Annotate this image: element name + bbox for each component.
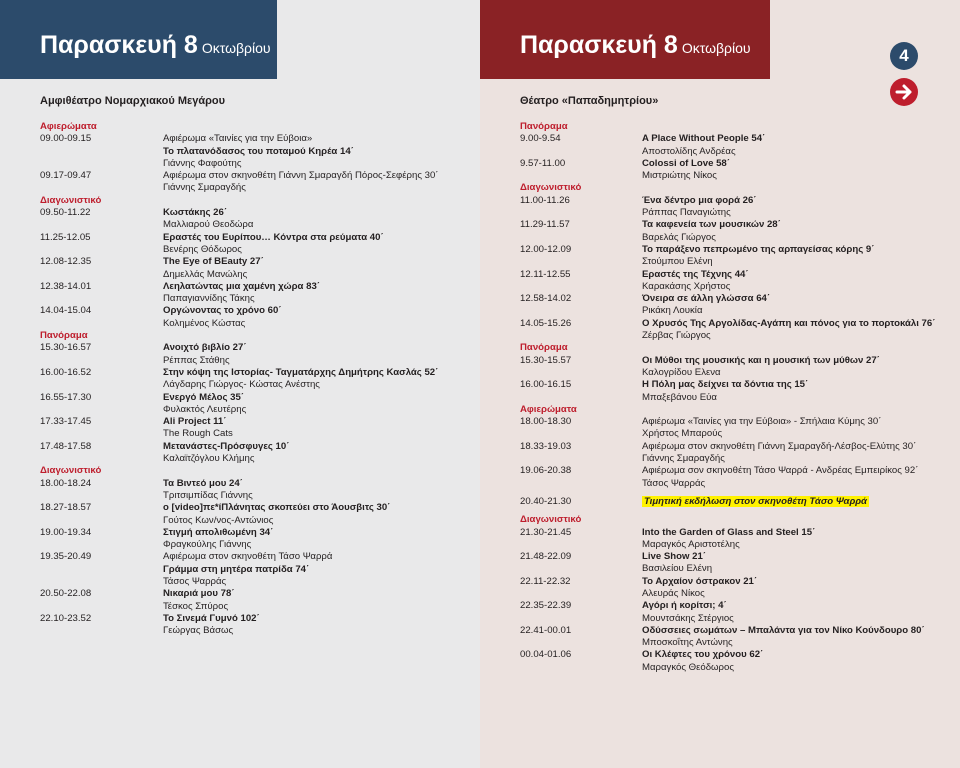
credit-text: Τριτσιμπίδας Γιάννης [163,489,253,501]
schedule-row [520,637,950,649]
screening-time [40,625,163,637]
film-title: Μετανάστες-Πρόσφυγες 10΄ [163,440,290,452]
schedule-row [520,367,950,379]
film-title: Η Πόλη μας δείχνει τα δόντια της 15΄ [642,379,809,391]
screening-time: 17.33-17.45 [40,416,92,428]
next-page-button[interactable] [890,78,918,106]
section-heading: Διαγωνιστικό [40,465,102,477]
schedule-row [520,269,950,281]
credit-text: Καλαϊτζόγλου Κλήμης [163,453,255,465]
schedule-row [520,428,950,440]
screening-time: 16.00-16.15 [520,379,572,391]
schedule-row [520,158,950,170]
screening-time: 19.00-19.34 [40,526,92,538]
right-page [480,0,960,768]
schedule-row [520,576,950,588]
screening-time [40,404,163,416]
credit-text: Τάσος Ψαρράς [642,477,706,489]
schedule-row [40,305,460,317]
screening-time: 09.00-09.15 [40,133,92,145]
credit-text: Λάγδαρης Γιώργος- Κώστας Ανέστης [163,379,320,391]
credit-text: Ρέππας Στάθης [163,354,230,366]
film-title: Ένα δέντρο μια φορά 26΄ [642,194,757,206]
schedule-row [40,588,460,600]
schedule-row [520,232,950,244]
film-title: Ανοιχτό βιβλίο 27΄ [163,342,247,354]
screening-time: 19.06-20.38 [520,465,572,477]
screening-time: 19.35-20.49 [40,551,92,563]
screening-time: 12.08-12.35 [40,256,92,268]
schedule-row [40,170,460,182]
credit-text: Ράππας Παναγιώτης [642,207,731,219]
screening-time [520,367,642,379]
film-title: Ali Project 11΄ [163,416,227,428]
left-schedule-list [40,121,460,637]
screening-time [520,428,642,440]
right-venue-heading: Θέατρο «Παπαδημητρίου» [520,95,659,107]
film-title: Αγόρι ή κορίτσι; 4΄ [642,600,727,612]
schedule-row [520,662,950,674]
schedule-row [40,551,460,563]
film-title: Νικαριά μου 78΄ [163,588,235,600]
schedule-row [40,502,460,514]
credit-text: Μαραγκός Αριστοτέλης [642,538,740,550]
credit-text: Φραγκούλης Γιάννης [163,539,252,551]
right-month-title: Οκτωβρίου [681,40,751,56]
schedule-row [40,416,460,428]
credit-text: Τάσος Ψαρράς [163,575,227,587]
credit-text: Στούμπου Ελένη [642,256,713,268]
screening-time [40,293,163,305]
screening-time: 20.50-22.08 [40,588,92,600]
credit-text: Γιάννης Σμαραγδής [642,453,725,465]
schedule-row [520,146,950,158]
screening-time: 09.50-11.22 [40,207,91,219]
schedule-row [520,563,950,575]
screening-time [520,392,642,404]
screening-time [520,662,642,674]
schedule-row [520,441,950,453]
screening-time: 16.00-16.52 [40,366,92,378]
schedule-row [40,564,460,576]
film-title: Ο Χρυσός Της Αργολίδας-Αγάπη και πόνος για το πορτοκάλι 76΄ [642,317,936,329]
film-title [642,496,950,508]
arrow-right-icon [895,83,913,101]
section-heading: Διαγωνιστικό [520,514,582,526]
schedule-row [40,404,460,416]
screening-time [520,305,642,317]
credit-text: Μουντσάκης Στέργιος [642,612,734,624]
schedule-row [520,465,950,477]
screening-time: 00.04-01.06 [520,649,572,661]
right-day-title: Παρασκευή 8 [520,31,678,59]
schedule-row [520,416,950,428]
screening-time [520,170,642,182]
screening-time: 9.57-11.00 [520,157,566,169]
screening-time: 20.40-21.30 [520,495,572,507]
screening-time: 15.30-15.57 [520,354,572,366]
credit-text: Ρικάκη Λουκία [642,305,703,317]
credit-text: Αφιέρωμα στον σκηνοθέτη Γιάννη Σμαραγδή-Λέσβος-Ελύτης 30΄ [642,440,917,452]
schedule-row [40,355,460,367]
schedule-row [40,379,460,391]
credit-text: Γούτος Κων/νος-Αντώνιος [163,514,274,526]
credit-text: Γεώργας Βάσως [163,625,234,637]
screening-time: 14.05-15.26 [520,317,572,329]
credit-text: Μιστριώτης Νίκος [642,170,717,182]
screening-time: 22.41-00.01 [520,624,572,636]
schedule-row [40,625,460,637]
schedule-row [520,293,950,305]
film-title: Εραστές της Τέχνης 44΄ [642,268,749,280]
schedule-row [40,342,460,354]
screening-time [520,207,642,219]
screening-time [40,515,163,527]
screening-time [520,330,642,342]
screening-time: 22.11-22.32 [520,575,571,587]
credit-text: Αφιέρωμα στον σκηνοθέτη Γιάννη Σμαραγδή Πόρος-Σεφέρης 30΄ [163,170,439,182]
section-heading: Διαγωνιστικό [40,194,102,206]
screening-time [520,613,642,625]
screening-time [40,219,163,231]
screening-time: 22.35-22.39 [520,600,572,612]
screening-time: 18.00-18.24 [40,477,92,489]
schedule-row [40,256,460,268]
schedule-row [520,256,950,268]
credit-text: Γιάννης Φαφούτης [163,157,242,169]
schedule-row [520,355,950,367]
credit-text: Μπαξεβάνου Εύα [642,391,717,403]
film-title: Στην κόψη της Ιστορίας- Ταγματάρχης Δημήτρης Κασλάς 52΄ [163,366,439,378]
schedule-row [520,649,950,661]
schedule-row [520,496,950,508]
schedule-row [520,613,950,625]
credit-text: Μαραγκός Θεόδωρος [642,661,734,673]
schedule-row [520,219,950,231]
credit-text: Βασιλείου Ελένη [642,563,713,575]
film-title: Γράμμα στη μητέρα πατρίδα 74΄ [163,563,310,575]
film-title: A Place Without People 54΄ [642,133,766,145]
screening-time [40,453,163,465]
film-title: Το πλατανόδασος του ποταμού Κηρέα 14΄ [163,145,354,157]
screening-time [40,355,163,367]
screening-time: 15.30-16.57 [40,342,92,354]
screening-time [40,146,163,158]
credit-text: Τέσκος Σπύρος [163,600,229,612]
screening-time [520,232,642,244]
schedule-row [40,207,460,219]
screening-time: 18.27-18.57 [40,502,92,514]
highlighted-event: Τιμητική εκδήλωση στον σκηνοθέτη Τάσο Ψαρρά [644,495,868,507]
credit-text: Παπαγιαννίδης Τάκης [163,293,255,305]
screening-time [40,182,163,194]
credit-text: Αφιέρωμα «Ταινίες για την Εύβοια» - Σπήλαια Κύμης 30΄ [642,416,882,428]
schedule-row [40,441,460,453]
schedule-row [520,207,950,219]
credit-text: Γιάννης Σμαραγδής [163,182,246,194]
screening-time [520,563,642,575]
screening-time: 14.04-15.04 [40,305,92,317]
schedule-row [40,539,460,551]
screening-time: 21.30-21.45 [520,526,572,538]
schedule-row [40,318,460,330]
schedule-row [40,182,460,194]
schedule-row [40,601,460,613]
schedule-row [40,515,460,527]
schedule-row [40,293,460,305]
schedule-row [40,133,460,145]
film-title: Όνειρα σε άλλη γλώσσα 64΄ [642,293,771,305]
credit-text: Καλογρίδου Ελενα [642,366,721,378]
section-heading: Αφιερώματα [40,121,97,132]
schedule-row [520,392,950,404]
screening-time [520,453,642,465]
film-title: Οι Μύθοι της μουσικής και η μουσική των μύθων 27΄ [642,354,880,366]
screening-time [520,539,642,551]
section-heading: Αφιερώματα [520,403,577,415]
film-title: Στιγμή απολιθωμένη 34΄ [163,526,274,538]
screening-time [40,428,163,440]
schedule-row [40,367,460,379]
schedule-row [40,527,460,539]
film-title: Το παράξενο πεπρωμένο της αρπαγείσας κόρης 9΄ [642,243,875,255]
schedule-row [40,490,460,502]
screening-time: 12.11-12.55 [520,268,571,280]
section-heading: Πανόραμα [40,330,88,342]
right-schedule-list [520,121,950,674]
screening-time: 21.48-22.09 [520,551,572,563]
credit-text: Μαλλιαρού Θεοδώρα [163,219,254,231]
credit-text: Δημελλάς Μανώλης [163,268,248,280]
schedule-row [40,244,460,256]
screening-time: 16.55-17.30 [40,391,92,403]
schedule-row [520,527,950,539]
schedule-row [520,281,950,293]
schedule-row [520,133,950,145]
credit-text: Αφιέρωμα στον σκηνοθέτη Τάσο Ψαρρά [163,551,333,563]
screening-time: 12.00-12.09 [520,243,572,255]
film-title: Ενεργό Μέλος 35΄ [163,391,245,403]
schedule-row [520,539,950,551]
film-title: Εραστές του Ευρίπου… Κόντρα στα ρεύματα 40΄ [163,231,384,243]
screening-time: 18.33-19.03 [520,440,572,452]
schedule-row [520,625,950,637]
credit-text: Αφιέρωμα σον σκηνοθέτη Τάσο Ψαρρά - Ανδρέας Εμπειρίκος 92΄ [642,465,919,477]
screening-time [40,158,163,170]
page-number-badge: 4 [890,42,918,70]
credit-text: Βαρελάς Γιώργος [642,231,716,243]
schedule-row [40,576,460,588]
film-title: Colossi of Love 58΄ [642,157,730,169]
film-title: Λεηλατώντας μια χαμένη χώρα 83΄ [163,280,320,292]
film-title: Οργώνοντας το χρόνο 60΄ [163,305,282,317]
screening-time [520,256,642,268]
screening-time [40,564,163,576]
credit-text: Αφιέρωμα «Ταινίες για την Εύβοια» [163,133,313,145]
schedule-row [520,305,950,317]
schedule-row [520,379,950,391]
screening-time [520,637,642,649]
screening-time [40,576,163,588]
credit-text: The Rough Cats [163,428,233,440]
section-heading: Πανόραμα [520,342,568,354]
screening-time [40,379,163,391]
schedule-row [40,428,460,440]
film-title: The Eye of BEauty 27΄ [163,256,264,268]
film-title: Το Αρχαίον όστρακον 21΄ [642,575,758,587]
schedule-row [520,170,950,182]
credit-text: Βενέρης Θόδωρος [163,243,242,255]
schedule-row [40,269,460,281]
screening-time: 22.10-23.52 [40,612,92,624]
screening-time: 12.38-14.01 [40,280,92,292]
schedule-row [40,453,460,465]
left-venue-heading: Αμφιθέατρο Νομαρχιακού Μεγάρου [40,95,226,107]
film-title: Into the Garden of Glass and Steel 15΄ [642,526,816,538]
screening-time [40,318,163,330]
schedule-row [40,281,460,293]
credit-text: Αλευράς Νίκος [642,587,705,599]
film-title: Οι Κλέφτες του χρόνου 62΄ [642,649,764,661]
film-title: Οδύσσειες σωμάτων – Μπαλάντα για τον Νίκο Κούνδουρο 80΄ [642,624,925,636]
screening-time: 11.29-11.57 [520,219,570,231]
screening-time [40,269,163,281]
film-title: Το Σινεμά Γυμνό 102΄ [163,612,260,624]
credit-text: Μποσκοΐτης Αντώνης [642,637,733,649]
credit-text: Χρήστος Μπαρούς [642,428,723,440]
schedule-row [520,588,950,600]
film-title: Live Show 21΄ [642,551,706,563]
screening-time [520,588,642,600]
schedule-row [520,551,950,563]
film-title: Τα καφενεία των μουσικών 28΄ [642,219,781,231]
schedule-row [520,478,950,490]
credit-text: Φυλακτός Λευτέρης [163,403,247,415]
section-heading: Πανόραμα [520,121,568,132]
schedule-row [40,478,460,490]
film-title: Κωστάκης 26΄ [163,207,228,219]
screening-time [40,490,163,502]
screening-time: 9.00-9.54 [520,133,561,145]
film-title: ο [video]πε*ίΠλάνητας σκοπεύει στο Άουσβιτς 30΄ [163,502,391,514]
schedule-row [40,146,460,158]
screening-time: 11.00-11.26 [520,194,570,206]
screening-time [520,281,642,293]
screening-time [40,539,163,551]
screening-time [520,478,642,490]
schedule-row [520,195,950,207]
screening-time: 12.58-14.02 [520,293,572,305]
screening-time: 11.25-12.05 [40,231,91,243]
section-heading: Διαγωνιστικό [520,182,582,194]
screening-time: 17.48-17.58 [40,440,92,452]
schedule-row [40,613,460,625]
schedule-row [520,330,950,342]
schedule-row [40,392,460,404]
screening-time: 09.17-09.47 [40,170,92,182]
schedule-row [520,453,950,465]
credit-text: Κολημένος Κώστας [163,317,246,329]
screening-time [520,146,642,158]
left-month-title: Οκτωβρίου [201,40,271,56]
schedule-row [40,219,460,231]
schedule-row [520,600,950,612]
schedule-row [40,158,460,170]
film-title: Τα Βιντεό μου 24΄ [163,477,243,489]
schedule-row [520,244,950,256]
credit-text: Καρακάσης Χρήστος [642,280,731,292]
credit-text: Αποστολίδης Ανδρέας [642,145,736,157]
schedule-row [40,232,460,244]
left-day-title: Παρασκευή 8 [40,31,198,59]
right-date-banner [480,0,770,79]
credit-text: Ζέρβας Γιώργος [642,330,711,342]
schedule-row [520,318,950,330]
screening-time: 18.00-18.30 [520,416,572,428]
screening-time [40,244,163,256]
screening-time [40,601,163,613]
left-date-banner [0,0,277,79]
